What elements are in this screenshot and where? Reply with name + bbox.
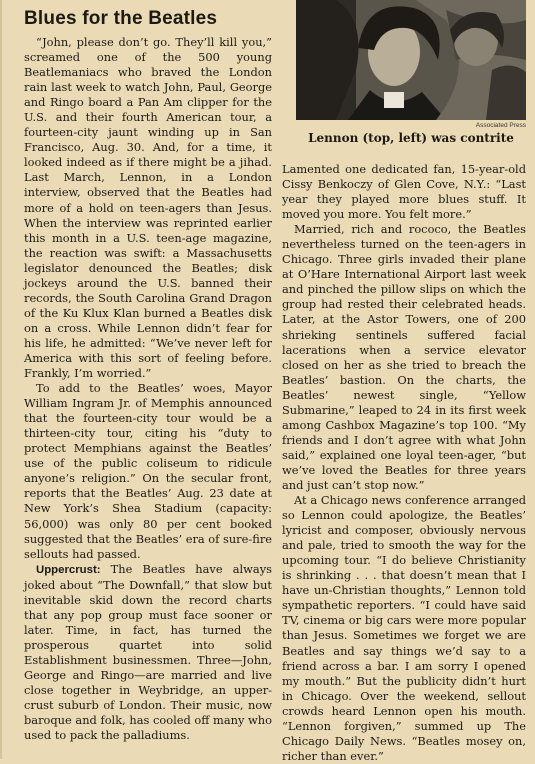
paragraph-uppercrust (24, 562, 272, 744)
lennon-photo-image (296, 0, 526, 120)
uppercrust-subhead: Uppercrust: (36, 563, 101, 576)
right-column (282, 162, 526, 764)
left-column-body (24, 35, 272, 743)
lennon-photo (296, 0, 526, 120)
uppercrust-text: The Beatles have always joked about “The Downfall,” that slow but inevitable skid down the record charts that any pop group must face sooner or later. Time, in fact, has turned the prosperous quartet into solid Establishment businessmen. Three—John, George and Ringo—are married and live close together in Weybridge, an upper-crust suburb of London. Their music, now baroque and folk, has cooled off many who used to pack the palladiums. (24, 561, 272, 743)
paragraph-chicago: Married, rich and rococo, the Beatles nevertheless turned on the teen-agers in Chicago. Three girls invaded their plane at O’Hare International Airport last week and pinched the pillow slips on which the group had rested their celebrated heads. Later, at the Astor Towers, one of 200 shrieking sentinels suffered facial lacerations when a service elevator closed on her as she tried to breach the Beatles’ bastion. On the charts, the Beatles’ newest single, “Yellow Submarine,” leaped to 24 in its first week among Cashbox Magazine’s top 100. “My friends and I don’t agree with what John said,” explained one loyal teen-ager, “but we’ve loved the Beatles for three years and just can’t stop now.” (282, 222, 526, 492)
article-headline: Blues for the Beatles (24, 8, 218, 29)
photo-caption: Lennon (top, left) was contrite (308, 131, 514, 145)
right-column-body (282, 162, 526, 764)
left-column (24, 8, 272, 743)
photo-credit: Associated Press (475, 122, 526, 129)
paragraph-intro: “John, please don’t go. They’ll kill you,” screamed one of the 500 young Beatlemaniacs who braved the London rain last week to watch John, Paul, George and Ringo board a Pan Am clipper for the U.S. and their fourth American tour, a fourteen-city jaunt winding up in San Francisco, Aug. 30. And, for a time, it looked indeed as if there might be a jihad. Last March, Lennon, in a London interview, observed that the Beatles had more of a hold on teen-agers than Jesus. When the interview was reprinted earlier this month in a U.S. teen-age magazine, the reaction was swift: a Massachusetts legislator denounced the Beatles; disk jockeys around the U.S. banned their records, the South Carolina Grand Dragon of the Ku Klux Klan burned a Beatles disk on a cross. While Lennon didn’t fear for his life, he admitted: “We’ve never left for America with this sort of feeling before. Frankly, I’m worried.” (24, 35, 272, 381)
paragraph-memphis: To add to the Beatles’ woes, Mayor William Ingram Jr. of Memphis announced that the fourteen-city tour would be a thirteen-city tour, citing his “duty to protect Memphians against the Beatles’ use of the public coliseum to ridicule anyone’s religion.” On the secular front, reports that the Beatles’ Aug. 23 date at New York’s Shea Stadium (capacity: 56,000) was only 80 per cent booked suggested that the Beatles’ era of sure-fire sellouts had passed. (24, 381, 273, 561)
paragraph-fan-quote: Lamented one dedicated fan, 15-year-old Cissy Benkoczy of Glen Cove, N.Y.: “Last year they played more blues stuff. It moved you more. You felt more.” (282, 162, 526, 222)
paragraph-news-conference: At a Chicago news conference arranged so Lennon could apologize, the Beatles’ lyricist and composer, obviously nervous and pale, tried to smooth the way for the upcoming tour. “I do believe Christianity is shrinking . . . that doesn’t mean that I have un-Christian thoughts,” Lennon told sympathetic reporters. “I could have said TV, cinema or big cars were more popular than Jesus. Sometimes we forget we are Beatles and say things we’d say to a friend across a bar. I am sorry I opened my mouth.” But the publicity didn’t hurt in Chicago. Over the weekend, sellout crowds heard Lennon open his mouth. “Lennon forgiven,” summed up The Chicago Daily News. “Beatles mosey on, richer than ever.” (282, 493, 526, 763)
